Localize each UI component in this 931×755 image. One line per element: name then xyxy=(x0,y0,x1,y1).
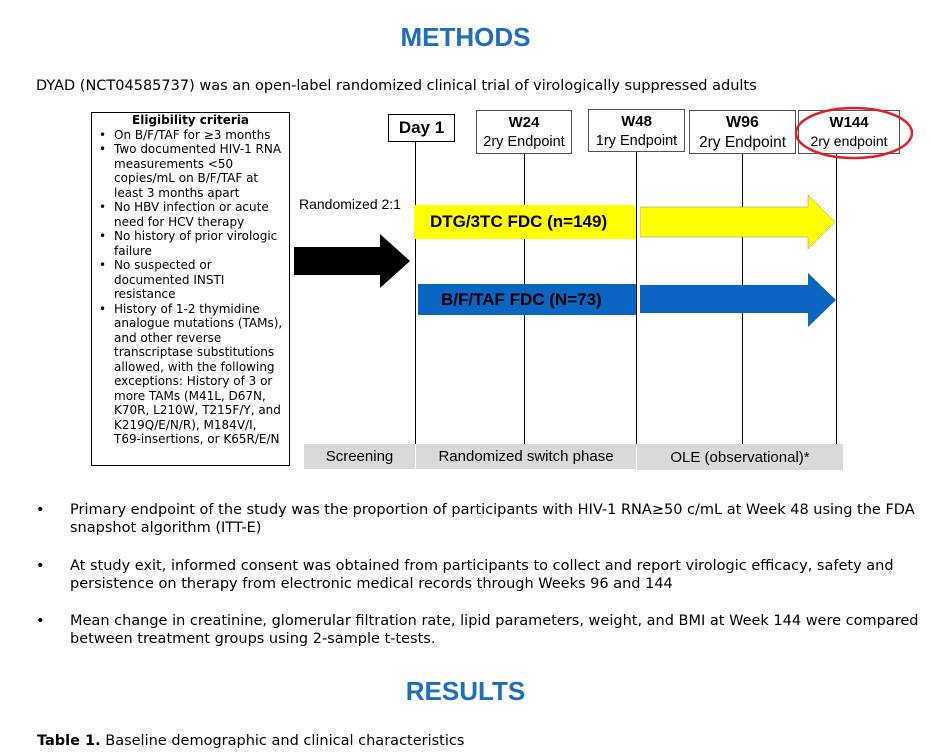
bullet-dot: • xyxy=(36,502,45,518)
table-caption-text: Baseline demographic and clinical characteristics xyxy=(105,733,465,749)
w144-highlight-circle xyxy=(792,104,918,162)
eligibility-item: • On B/F/TAF for ≥3 months xyxy=(96,128,285,143)
timepoint-w48-box xyxy=(588,109,685,152)
arm-dtg-arrow xyxy=(640,195,837,249)
timepoint-w96-box xyxy=(689,110,796,154)
eligibility-item: • Two documented HIV-1 RNA measurements <50 copies/mL on B/F/TAF at least 3 months apart xyxy=(96,142,285,200)
timeline-day1-line xyxy=(415,140,416,444)
phase-randomized: Randomized switch phase xyxy=(416,444,636,469)
arm-dtg-label: DTG/3TC FDC (n=149) xyxy=(430,212,608,231)
timepoint-label: 2ry Endpoint xyxy=(698,134,787,151)
phase-screening: Screening xyxy=(304,444,415,469)
eligibility-item: • History of 1-2 thymidine analogue mutations (TAMs), and other reverse transcriptase substitutions allowed, with the following exceptions: History of 3 or more TAMs (M41L, D67N, K70R, L210W, T215F/Y, and K219Q/E/N/R), M184V/I, T69-insertions, or K65R/E/N xyxy=(96,302,285,447)
table-caption-label: Table 1. xyxy=(37,733,101,749)
arm-bftaf-bar xyxy=(418,284,636,315)
timeline-w48-line xyxy=(636,152,637,444)
timepoint-week: W144 xyxy=(829,114,869,131)
eligibility-item: • No HBV infection or acute need for HCV therapy xyxy=(96,200,285,229)
timepoint-week: W48 xyxy=(621,113,652,130)
arm-bftaf-label: B/F/TAF FDC (N=73) xyxy=(441,290,602,309)
methods-heading: METHODS xyxy=(400,22,531,52)
eligibility-title: Eligibility criteria xyxy=(132,113,249,127)
timepoint-w24-box xyxy=(476,110,572,154)
bullet-text: Primary endpoint of the study was the proportion of participants with HIV-1 RNA≥50 c/mL at Week 48 using the FDA snapshot algorithm (ITT-E) xyxy=(70,502,915,536)
results-heading: RESULTS xyxy=(405,676,526,706)
timepoint-week: W96 xyxy=(726,114,759,131)
timepoint-label: 2ry Endpoint xyxy=(483,134,565,150)
randomized-label: Randomized 2:1 xyxy=(299,196,401,212)
timepoint-week: W24 xyxy=(508,114,540,131)
eligibility-box xyxy=(91,112,290,466)
arm-bftaf-arrow xyxy=(640,273,838,327)
timepoint-label: 1ry Endpoint xyxy=(595,133,678,149)
timepoint-label: 2ry endpoint xyxy=(810,133,888,149)
bullet-text: Mean change in creatinine, glomerular filtration rate, lipid parameters, weight, and BMI at Week 144 were compared between treatment groups using 2-sample t-tests. xyxy=(70,613,919,647)
arm-dtg-bar xyxy=(414,205,636,239)
eligibility-list xyxy=(96,128,285,447)
day1-box: Day 1 xyxy=(388,114,455,142)
eligibility-item: • No suspected or documented INSTI resistance xyxy=(96,258,285,302)
randomization-arrow xyxy=(294,234,412,288)
study-intro: DYAD (NCT04585737) was an open-label randomized clinical trial of virologically suppressed adults xyxy=(36,78,757,94)
eligibility-item: • No history of prior virologic failure xyxy=(96,229,285,258)
bullet-dot: • xyxy=(36,558,45,574)
phase-ole: OLE (observational)* xyxy=(637,444,843,470)
bullet-text: At study exit, informed consent was obtained from participants to collect and report virologic efficacy, safety and persistence on therapy from electronic medical records through Weeks 96 and 144 xyxy=(70,558,894,592)
table-caption xyxy=(37,733,464,749)
bullet-dot: • xyxy=(36,613,45,629)
